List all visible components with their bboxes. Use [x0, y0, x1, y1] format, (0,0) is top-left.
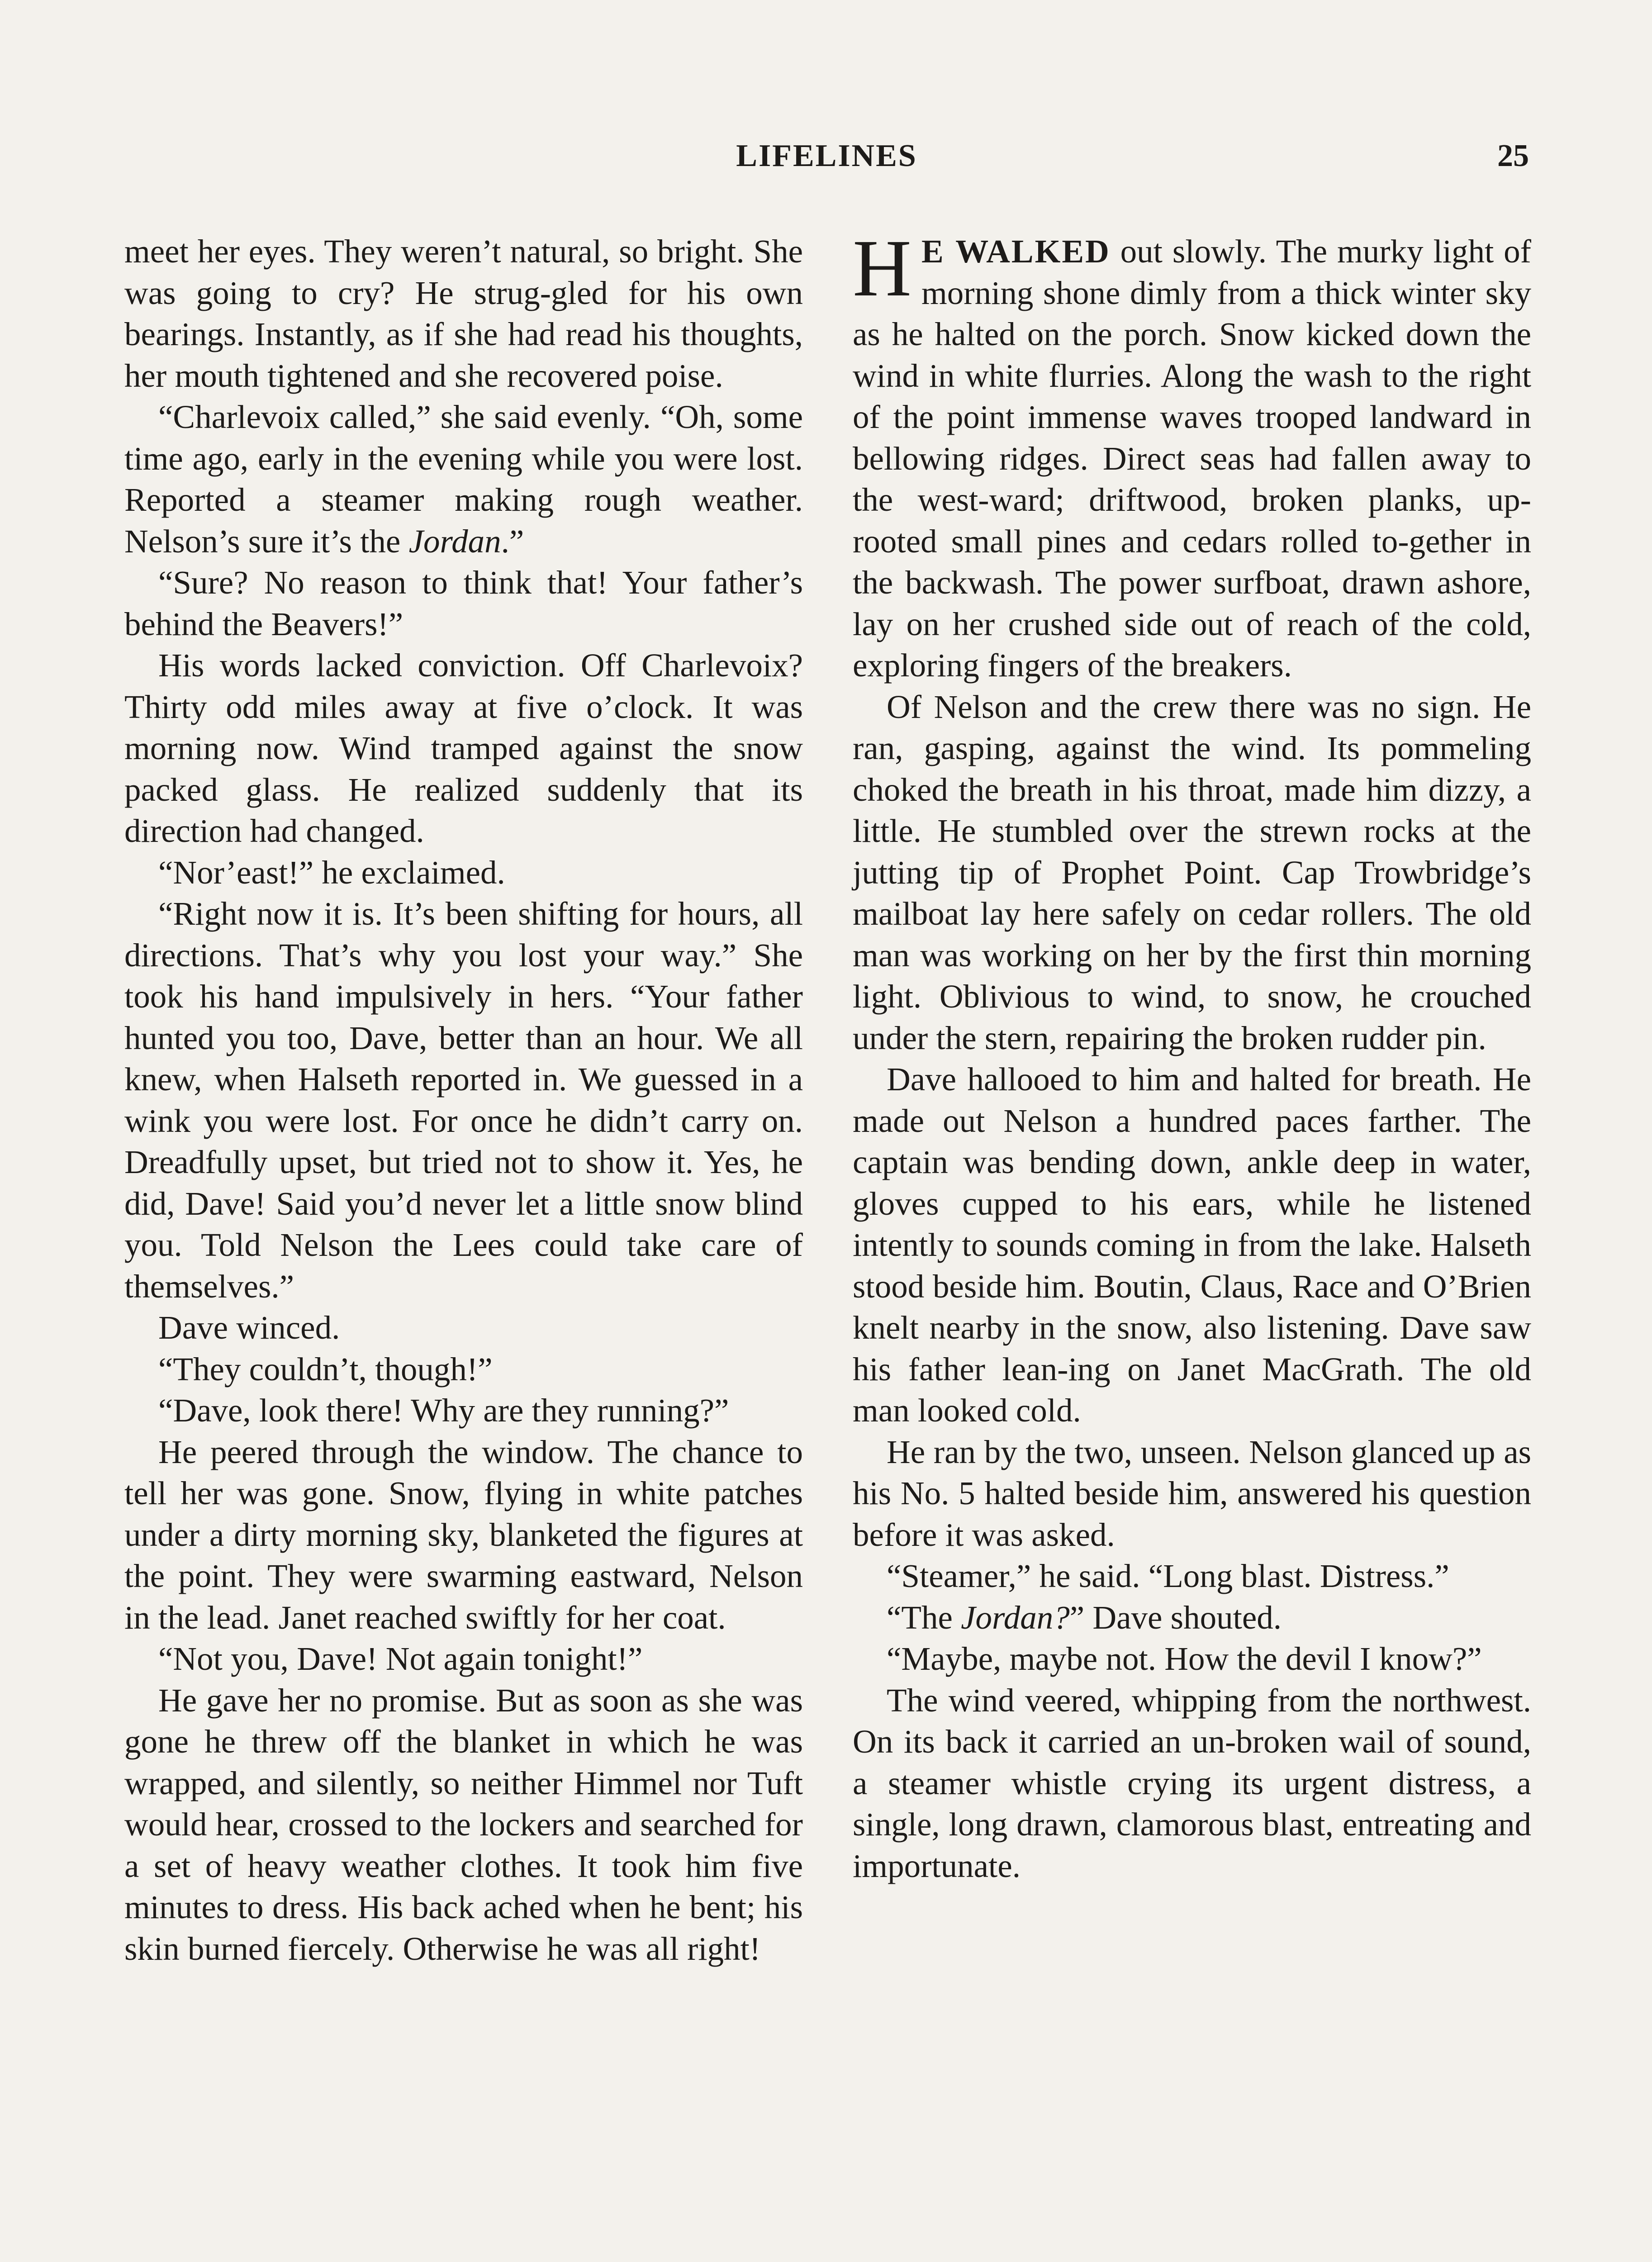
- paragraph: Of Nelson and the crew there was no sign. He ran, gasping, against the wind. Its pommeling choked the breath in his throat, made him dizzy, a little. He stumbled over the strewn rocks at the jutting tip of Prophet Point. Cap Trowbridge’s mailboat lay here safely on cedar rollers. The old man was working on her by the first thin morning light. Oblivious to wind, to snow, he crouched under the stern, repairing the broken rudder pin.: [853, 688, 1531, 1056]
- paragraph: “Not you, Dave! Not again tonight!”: [158, 1640, 643, 1677]
- text-run: ” Dave shouted.: [1069, 1599, 1282, 1636]
- paragraph: He gave her no promise. But as soon as she was gone he threw off the blanket in which he was wrapped, and silently, so neither Himmel nor Tuft would hear, crossed to the lockers and searched for a set of heavy weather clothes. It took him five minutes to dress. His back ached when he bent; his skin burned fiercely. Otherwise he was all right!: [124, 1682, 803, 1967]
- paragraph: “They couldn’t, though!”: [158, 1350, 493, 1388]
- paragraph: [124, 396, 803, 562]
- running-head: [124, 138, 1529, 183]
- paragraph: “Nor’east!” he exclaimed.: [158, 854, 505, 891]
- paragraph: “Right now it is. It’s been shifting for hours, all directions. That’s why you lost your way.” She took his hand impulsively in hers. “Your father hunted you too, Dave, better than an hour. We all knew, when Halseth reported in. We guessed in a wink you were lost. For once he didn’t carry on. Dreadfully upset, but tried not to show it. Yes, he did, Dave! Said you’d never let a little snow blind you. Told Nelson the Lees could take care of themselves.”: [124, 895, 803, 1305]
- text-run: .”: [501, 523, 524, 560]
- drop-cap: H: [853, 223, 911, 313]
- paragraph: The wind veered, whipping from the northwest. On its back it carried an un-broken wail of sound, a steamer whistle crying its urgent distress, a single, long drawn, clamorous blast, entreating and importunate.: [853, 1682, 1531, 1884]
- paragraph: He peered through the window. The chance to tell her was gone. Snow, flying in white patches under a dirty morning sky, blanketed the figures at the point. They were swarming eastward, Nelson in the lead. Janet reached swiftly for her coat.: [124, 1433, 803, 1636]
- paragraph: meet her eyes. They weren’t natural, so bright. She was going to cry? He strug-gled for his own bearings. Instantly, as if she had read his thoughts, her mouth tightened and she recovered poise.: [124, 233, 803, 394]
- paragraph: [853, 1597, 1531, 1639]
- paragraph: Dave hallooed to him and halted for breath. He made out Nelson a hundred paces farther. The captain was bending down, ankle deep in water, gloves cupped to his ears, while he listened intently to sounds coming in from the lake. Halseth stood beside him. Boutin, Claus, Race and O’Brien knelt nearby in the snow, also listening. Dave saw his father lean-ing on Janet MacGrath. The old man looked cold.: [853, 1061, 1531, 1429]
- paragraph: He ran by the two, unseen. Nelson glanced up as his No. 5 halted beside him, answered his question before it was asked.: [853, 1433, 1531, 1553]
- paragraph: “Dave, look there! Why are they running?”: [158, 1392, 729, 1429]
- text-run: “Charlevoix called,” she said evenly. “Oh, some time ago, early in the evening while you were lost. Reported a steamer making rough weather. Nelson’s sure it’s the: [124, 399, 803, 560]
- paragraph: “Sure? No reason to think that! Your father’s behind the Beavers!”: [124, 564, 803, 642]
- text-run: “The: [887, 1599, 961, 1636]
- running-title: LIFELINES: [736, 138, 917, 173]
- left-column: [124, 231, 803, 1969]
- lead-words: E WALKED: [921, 233, 1111, 270]
- paragraph: “Maybe, maybe not. How the devil I know?”: [887, 1640, 1482, 1677]
- ship-name: Jordan: [408, 523, 501, 560]
- page-number: 25: [1497, 138, 1529, 173]
- paragraph: Dave winced.: [158, 1309, 340, 1346]
- paragraph: “Steamer,” he said. “Long blast. Distress.”: [887, 1558, 1449, 1594]
- text-run: out slowly. The murky light of morning shone dimly from a thick winter sky as he halted on the porch. Snow kicked down the wind in white flurries. Along the wash to the right of the point immense waves trooped landward in bellowing ridges. Direct seas had fallen away to the west-ward; driftwood, broken planks, up-rooted small pines and cedars rolled to-gether in the backwash. The power surfboat, drawn ashore, lay on her crushed side out of reach of the cold, exploring fingers of the breakers.: [853, 233, 1531, 684]
- paragraph: His words lacked conviction. Off Charlevoix? Thirty odd miles away at five o’clock. It was morning now. Wind tramped against the snow packed glass. He realized suddenly that its direction had changed.: [124, 647, 803, 849]
- section-opening-paragraph: [853, 223, 1531, 686]
- right-column: [853, 223, 1531, 1887]
- ship-name: Jordan?: [961, 1599, 1070, 1636]
